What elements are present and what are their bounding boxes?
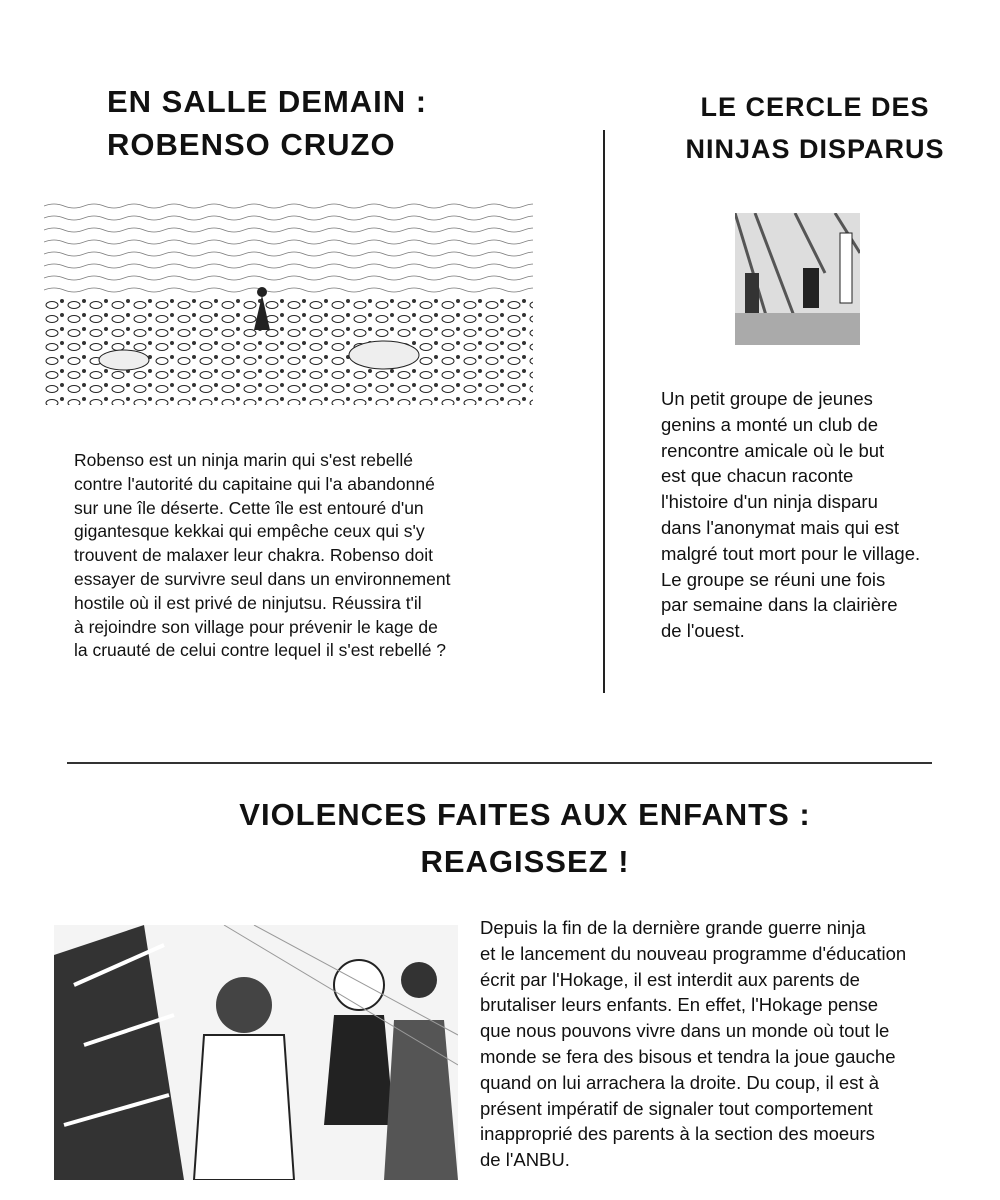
body-line: Le groupe se réuni une fois — [661, 568, 886, 590]
body-line: de l'ouest. — [661, 620, 745, 642]
body-line: à rejoindre son village pour prévenir le kage de — [74, 616, 438, 637]
left-article-body — [74, 449, 450, 663]
body-line: monde se fera des bisous et tendra la joue gauche — [480, 1045, 896, 1067]
right-article-body — [661, 386, 920, 644]
body-line: est que chacun raconte — [661, 465, 854, 487]
body-line: hostile où il est privé de ninjutsu. Réussira t'il — [74, 592, 422, 613]
children-illustration — [54, 925, 458, 1180]
body-line: la cruauté de celui contre lequel il s'est rebellé ? — [74, 640, 447, 661]
body-line: essayer de survivre seul dans un environnement — [74, 568, 451, 589]
body-line: Depuis la fin de la dernière grande guerre ninja — [480, 917, 866, 938]
body-line: par semaine dans la clairière — [661, 594, 898, 616]
body-line: rencontre amicale où le but — [661, 439, 885, 461]
ninjas-manga-panel — [735, 213, 860, 345]
body-line: l'histoire d'un ninja disparu — [661, 491, 878, 513]
right-article-title — [640, 86, 990, 170]
body-line: contre l'autorité du capitaine qui l'a abandonné — [74, 473, 435, 494]
column-divider — [603, 130, 605, 693]
body-line: de l'ANBU. — [480, 1149, 570, 1171]
body-line: dans l'anonymat mais qui est — [661, 516, 899, 538]
bottom-article-body — [480, 915, 906, 1173]
title-line: LE CERCLE DES — [700, 92, 930, 122]
left-article-title — [107, 80, 427, 166]
children-manga-panel — [54, 925, 458, 1180]
title-line: VIOLENCES FAITES AUX ENFANTS : — [239, 797, 811, 832]
title-line: EN SALLE DEMAIN : — [107, 84, 428, 119]
body-line: sur une île déserte. Cette île est entouré d'un — [74, 497, 424, 518]
body-line: inapproprié des parents à la section des moeurs — [480, 1123, 875, 1145]
body-line: gigantesque kekkai qui empêche ceux qui s'y — [74, 521, 425, 542]
body-line: malgré tout mort pour le village. — [661, 542, 921, 564]
horizontal-divider — [67, 762, 932, 764]
body-line: et le lancement du nouveau programme d'éducation — [480, 942, 907, 964]
title-line: NINJAS DISPARUS — [685, 134, 945, 164]
ninjas-illustration — [735, 213, 860, 345]
body-line: Robenso est un ninja marin qui s'est rebellé — [74, 450, 413, 470]
body-line: présent impératif de signaler tout comportement — [480, 1097, 873, 1119]
body-line: brutaliser leurs enfants. En effet, l'Hokage pense — [480, 994, 879, 1016]
bottom-article-title — [100, 791, 950, 885]
title-line: ROBENSO CRUZO — [107, 127, 396, 162]
body-line: quand on lui arrachera la droite. Du coup, il est à — [480, 1071, 880, 1093]
title-line: REAGISSEZ ! — [420, 844, 630, 879]
island-manga-panel — [44, 200, 533, 405]
body-line: que nous pouvons vivre dans un monde où tout le — [480, 1020, 890, 1042]
body-line: trouvent de malaxer leur chakra. Robenso doit — [74, 545, 433, 566]
body-line: Un petit groupe de jeunes — [661, 388, 873, 409]
body-line: genins a monté un club de — [661, 413, 879, 435]
body-line: écrit par l'Hokage, il est interdit aux parents de — [480, 968, 860, 990]
island-illustration — [44, 200, 533, 405]
